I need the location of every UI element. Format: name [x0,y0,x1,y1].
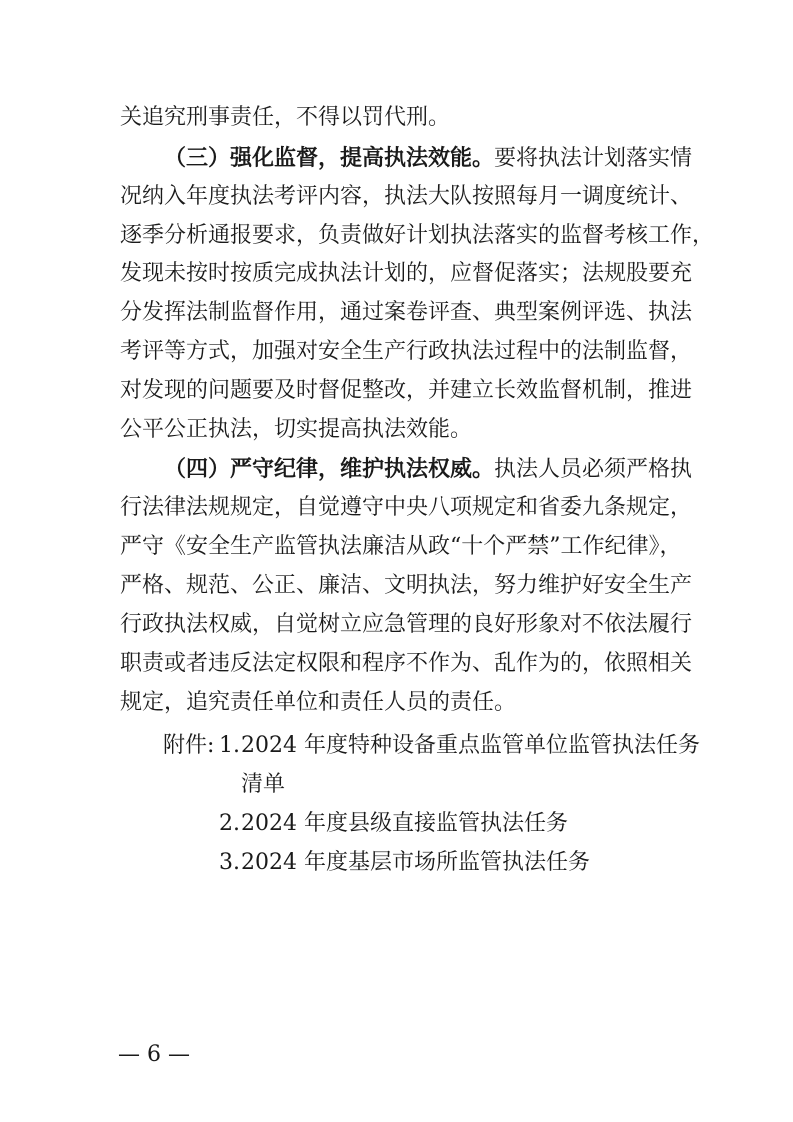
section-3-line: 公平公正执法，切实提高执法效能。 [120,417,473,442]
section-3-line: 考评等方式，加强对安全生产行政执法过程中的法制监督， [120,339,693,364]
section-3-heading: （三）强化监督，提高执法效能。 [164,145,495,171]
section-4-first-line-text: 执法人员必须严格执 [494,457,693,482]
attachment-3-number: 3. [219,850,240,875]
section-3-line: 分发挥法制监督作用，通过案卷评查、典型案例评选、执法 [120,300,693,325]
section-3-first-line [164,143,693,174]
section-4-line: 严格、规范、公正、廉洁、文明执法，努力维护好安全生产 [120,573,693,598]
section-4-line: 行政执法权威，自觉树立应急管理的良好形象对不依法履行 [120,612,693,637]
section-3-line: 况纳入年度执法考评内容，执法大队按照每月一调度统计、 [120,184,693,209]
section-3-line: 发现未按时按质完成执法计划的，应督促落实；法规股要充 [120,261,693,286]
attachment-2-title: 2024 年度县级直接监管执法任务 [241,811,568,836]
section-4-first-line [164,454,693,485]
paragraph-continuation-line: 关追究刑事责任，不得以罚代刑。 [120,105,451,130]
section-4-line: 规定，追究责任单位和责任人员的责任。 [120,690,517,715]
section-4-line: 行法律法规规定，自觉遵守中央八项规定和省委九条规定， [120,495,693,520]
section-4-heading: （四）严守纪律，维护执法权威。 [164,456,495,482]
section-3-line: 逐季分析通报要求，负责做好计划执法落实的监督考核工作， [120,223,715,248]
attachments-label: 附件: [163,733,215,758]
attachment-1-title-continued: 清单 [241,772,286,797]
section-4-line: 严守《安全生产监管执法廉洁从政“十个严禁”工作纪律》， [120,534,682,559]
page-number: — 6 — [118,1042,190,1067]
attachment-3-title: 2024 年度基层市场所监管执法任务 [241,850,590,875]
section-3-first-line-text: 要将执法计划落实情 [494,146,693,171]
attachment-1-title: 2024 年度特种设备重点监管单位监管执法任务 [241,733,700,758]
section-4-line: 职责或者违反法定权限和程序不作为、乱作为的，依照相关 [120,651,693,676]
attachment-1-number: 1. [219,733,240,758]
attachment-2-number: 2. [219,811,240,836]
section-3-line: 对发现的问题要及时督促整改，并建立长效监督机制，推进 [120,378,693,403]
